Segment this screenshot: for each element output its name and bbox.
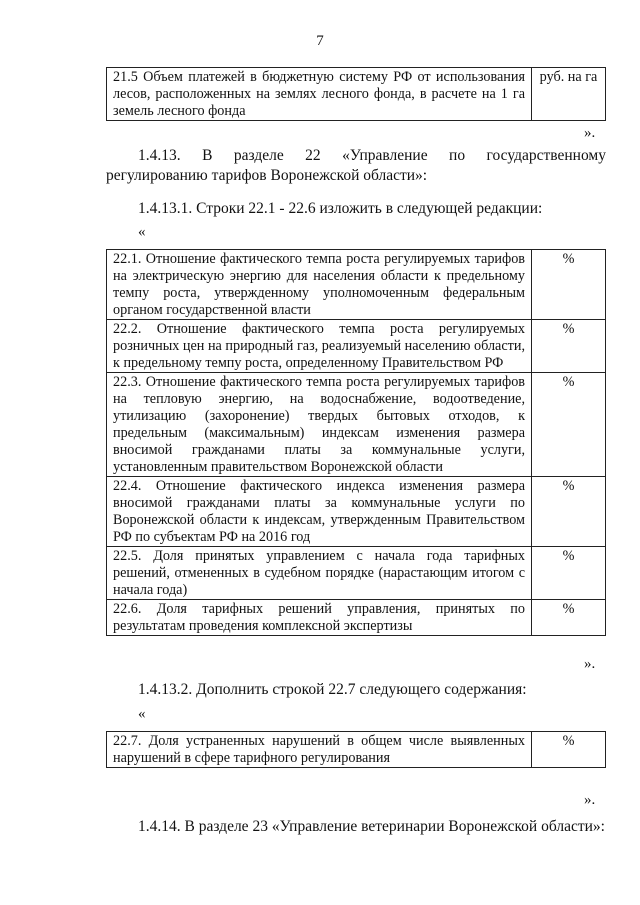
opening-quote: « [138,224,146,240]
indicator-table-227 [106,731,606,768]
table-row [107,477,606,547]
indicator-text: 22.7. Доля устраненных нарушений в общем числе выявленных нарушений в сфере тарифного регулирования [107,732,532,768]
closing-quote: ». [584,125,596,141]
indicator-unit: % [532,477,606,547]
table-row [107,68,606,121]
indicator-text: 22.5. Доля принятых управлением с начала года тарифных решений, отмененных в судебном порядке (нарастающим итогом с начала года) [107,547,532,600]
indicator-unit: % [532,373,606,477]
table-row [107,547,606,600]
indicator-text: 21.5 Объем платежей в бюджетную систему РФ от использования лесов, расположенных на землях лесного фонда, в расчете на 1 га земель лесного фонда [107,68,532,121]
indicator-unit: % [532,320,606,373]
opening-quote: « [138,706,146,722]
indicator-unit: % [532,600,606,636]
paragraph-1-4-14: 1.4.14. В разделе 23 «Управление ветеринарии Воронежской области»: [138,818,605,835]
indicator-unit: % [532,250,606,320]
indicator-text: 22.3. Отношение фактического темпа роста регулируемых тарифов на тепловую энергию, на водоснабжение, водоотведение, утилизацию (захоронение) твердых бытовых отходов, к предельным (максимальным) индексам изменения размера вносимой гражданами платы за коммунальные услуги, установленным правительством Воронежской области [107,373,532,477]
indicator-text: 22.1. Отношение фактического темпа роста регулируемых тарифов на электрическую энергию для населения области к предельному темпу роста, утвержденному уполномоченным федеральным органом государственной власти [107,250,532,320]
table-row [107,373,606,477]
closing-quote: ». [584,656,596,672]
indicator-table-21 [106,67,606,121]
indicator-text: 22.6. Доля тарифных решений управления, принятых по результатам проведения комплексной экспертизы [107,600,532,636]
indicator-text: 22.4. Отношение фактического индекса изменения размера вносимой гражданами платы за коммунальные услуги по Воронежской области к индексам, утвержденным Правительством РФ по субъектам РФ на 2016 год [107,477,532,547]
table-row [107,250,606,320]
table-row [107,600,606,636]
closing-quote: ». [584,792,596,808]
indicator-unit: % [532,732,606,768]
table-row [107,732,606,768]
indicator-unit: руб. на га [532,68,606,121]
page-number: 7 [316,33,324,49]
indicator-table-22 [106,249,606,636]
paragraph-1-4-13-2: 1.4.13.2. Дополнить строкой 22.7 следующего содержания: [138,681,527,698]
indicator-text: 22.2. Отношение фактического темпа роста регулируемых розничных цен на природный газ, реализуемый населению области, к предельному темпу роста, определенному Правительством РФ [107,320,532,373]
paragraph-1-4-13-1: 1.4.13.1. Строки 22.1 - 22.6 изложить в следующей редакции: [138,200,543,217]
paragraph-1-4-13: 1.4.13. В разделе 22 «Управление по государственному регулированию тарифов Воронежской области»: [106,147,606,184]
table-row [107,320,606,373]
indicator-unit: % [532,547,606,600]
